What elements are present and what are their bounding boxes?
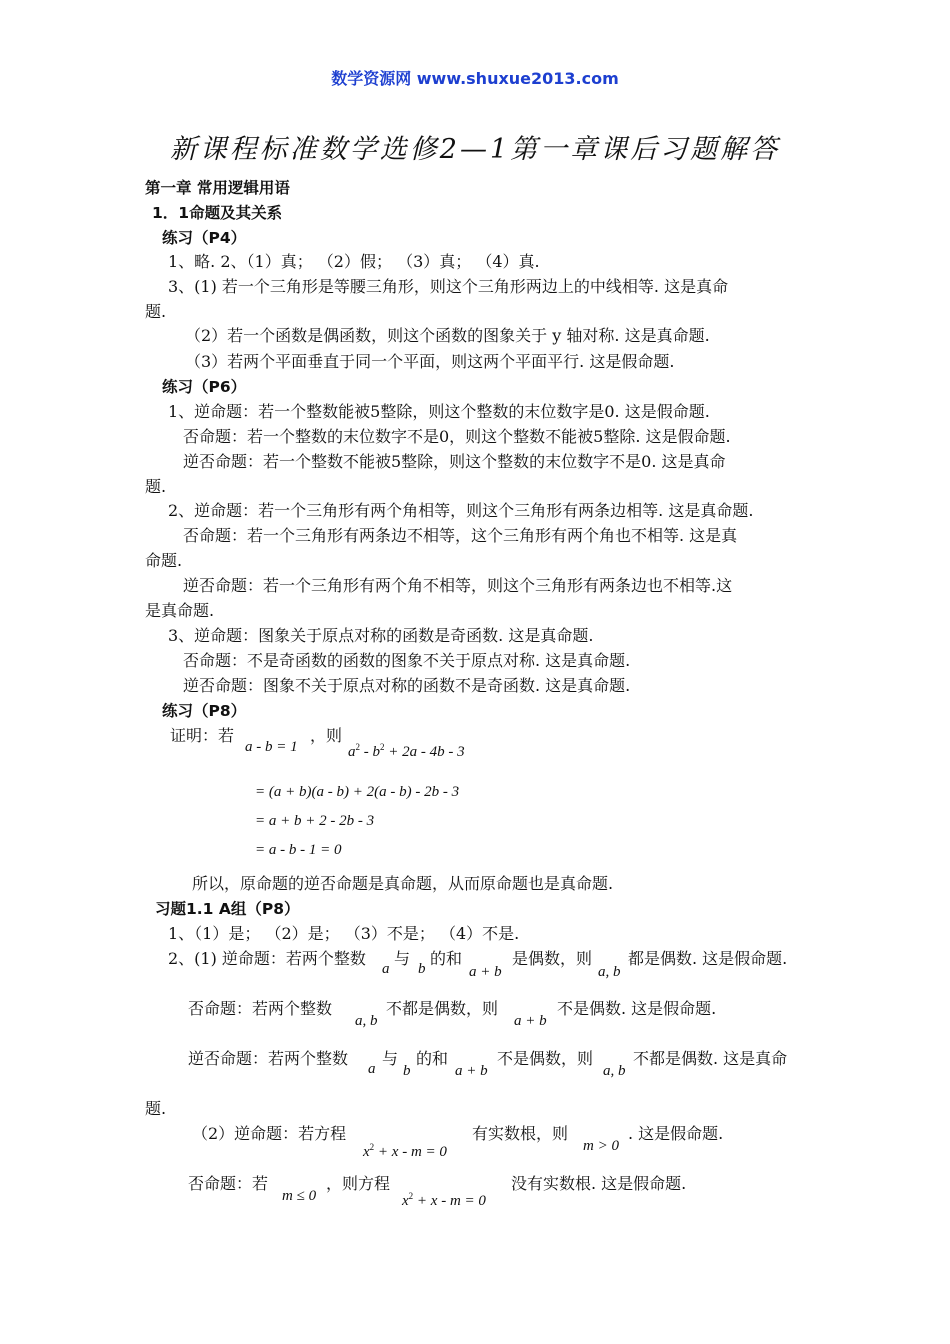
ex11-line-2b: 与 (394, 949, 411, 968)
exercise-heading-p4: 练习（P4） (162, 229, 247, 247)
p6-line-5: 否命题：若一个三角形有两条边不相等，这个三角形有两个角也不相等. 这是真 (183, 526, 738, 545)
chapter-heading: 第一章 常用逻辑用语 (145, 179, 290, 197)
ex11-line-4c: 的和 (416, 1049, 449, 1068)
ex11-line-3a: 否命题：若两个整数 (188, 999, 333, 1018)
var-a-b: a, b (603, 1063, 626, 1079)
equation-2: $x^2 + x - m = 0$ (402, 1191, 486, 1209)
proof-condition: a - b = 1 (245, 739, 298, 755)
proof-label: 证明：若 (170, 726, 235, 745)
var-a: a (368, 1061, 376, 1077)
equation-1: $x^2 + x - m = 0$ (363, 1142, 447, 1160)
ex11-line-2a: 2、(1) 逆命题：若两个整数 (168, 949, 366, 968)
proof-expression-1: = (a + b)(a - b) + 2(a - b) - 2b - 3 (255, 784, 460, 800)
ex11-line-3b: 不都是偶数，则 (386, 999, 499, 1018)
p6-line-1: 1、逆命题：若一个整数能被5整除，则这个整数的末位数字是0. 这是假命题. (168, 402, 710, 421)
ex11-line-4e: 不都是偶数. 这是真命 (633, 1049, 788, 1068)
page-title: 新课程标准数学选修2—1第一章课后习题解答 (169, 134, 781, 165)
condition-m-le-zero: m ≤ 0 (282, 1188, 317, 1204)
p4-line-2b: 题. (145, 302, 167, 321)
ex11-line-1: 1、（1）是； （2）是； （3）不是； （4）不是. (168, 924, 520, 943)
ex11-line-4b: 与 (382, 1049, 399, 1068)
var-a-plus-b: a + b (514, 1013, 547, 1029)
var-a-plus-b: a + b (469, 964, 502, 980)
p6-line-9: 逆否命题：图象不关于原点对称的函数不是奇函数. 这是真命题. (183, 676, 631, 695)
proof-expression-0: $a^2 - b^2 + 2a - 4b - 3$ (348, 742, 465, 760)
condition-m-positive: m > 0 (583, 1138, 619, 1154)
var-b: b (403, 1063, 411, 1079)
site-header-link[interactable]: 数学资源网 www.shuxue2013.com (331, 69, 619, 88)
ex11-line-2e: 都是偶数. 这是假命题. (628, 949, 788, 968)
ex11-line-2d: 是偶数，则 (512, 949, 593, 968)
p4-line-1: 1、略. 2、（1）真； （2）假； （3）真； （4）真. (168, 252, 540, 271)
ex11-line-6c: 没有实数根. 这是假命题. (511, 1174, 687, 1193)
ex11-line-5a: （2）逆命题：若方程 (192, 1124, 347, 1143)
proof-expression-3: = a - b - 1 = 0 (255, 842, 342, 858)
proof-conclusion: 所以，原命题的逆否命题是真命题，从而原命题也是真命题. (192, 874, 614, 893)
ex11-line-4f: 题. (145, 1099, 167, 1118)
p4-line-2: 3、(1) 若一个三角形是等腰三角形，则这个三角形两边上的中线相等. 这是真命 (168, 277, 729, 296)
p6-line-8: 否命题：不是奇函数的函数的图象不关于原点对称. 这是真命题. (183, 651, 631, 670)
p4-line-3: （2）若一个函数是偶函数，则这个函数的图象关于 y 轴对称. 这是真命题. (185, 326, 710, 345)
p6-line-6: 逆否命题：若一个三角形有两个角不相等，则这个三角形有两条边也不相等.这 (183, 576, 733, 595)
ex11-line-5c: . 这是假命题. (628, 1124, 724, 1143)
var-a-b: a, b (598, 964, 621, 980)
p6-line-4: 2、逆命题：若一个三角形有两个角相等，则这个三角形有两条边相等. 这是真命题. (168, 501, 754, 520)
proof-then: ，则 (310, 726, 343, 745)
p6-line-6b: 是真命题. (145, 601, 215, 620)
p6-line-3: 逆否命题：若一个整数不能被5整除，则这个整数的末位数字不是0. 这是真命 (183, 452, 726, 471)
ex11-line-6b: ，则方程 (326, 1174, 391, 1193)
p6-line-5b: 命题. (145, 551, 183, 570)
var-b: b (418, 961, 426, 977)
p6-line-7: 3、逆命题：图象关于原点对称的函数是奇函数. 这是真命题. (168, 626, 594, 645)
var-a-plus-b: a + b (455, 1063, 488, 1079)
ex11-line-6a: 否命题：若 (188, 1174, 269, 1193)
p6-line-2: 否命题：若一个整数的末位数字不是0，则这个整数不能被5整除. 这是假命题. (183, 427, 731, 446)
section-heading: 1．1命题及其关系 (152, 204, 283, 222)
ex11-line-4a: 逆否命题：若两个整数 (188, 1049, 349, 1068)
var-a-b: a, b (355, 1013, 378, 1029)
var-a: a (382, 961, 390, 977)
p4-line-4: （3）若两个平面垂直于同一个平面，则这两个平面平行. 这是假命题. (185, 352, 675, 371)
ex11-line-5b: 有实数根，则 (472, 1124, 569, 1143)
exercise-heading-1-1: 习题1.1 A组（P8） (155, 900, 300, 918)
ex11-line-2c: 的和 (430, 949, 463, 968)
ex11-line-4d: 不是偶数，则 (497, 1049, 594, 1068)
ex11-line-3c: 不是偶数. 这是假命题. (557, 999, 717, 1018)
exercise-heading-p6: 练习（P6） (162, 378, 247, 396)
proof-expression-2: = a + b + 2 - 2b - 3 (255, 813, 375, 829)
p6-line-3b: 题. (145, 477, 167, 496)
exercise-heading-p8: 练习（P8） (162, 702, 247, 720)
